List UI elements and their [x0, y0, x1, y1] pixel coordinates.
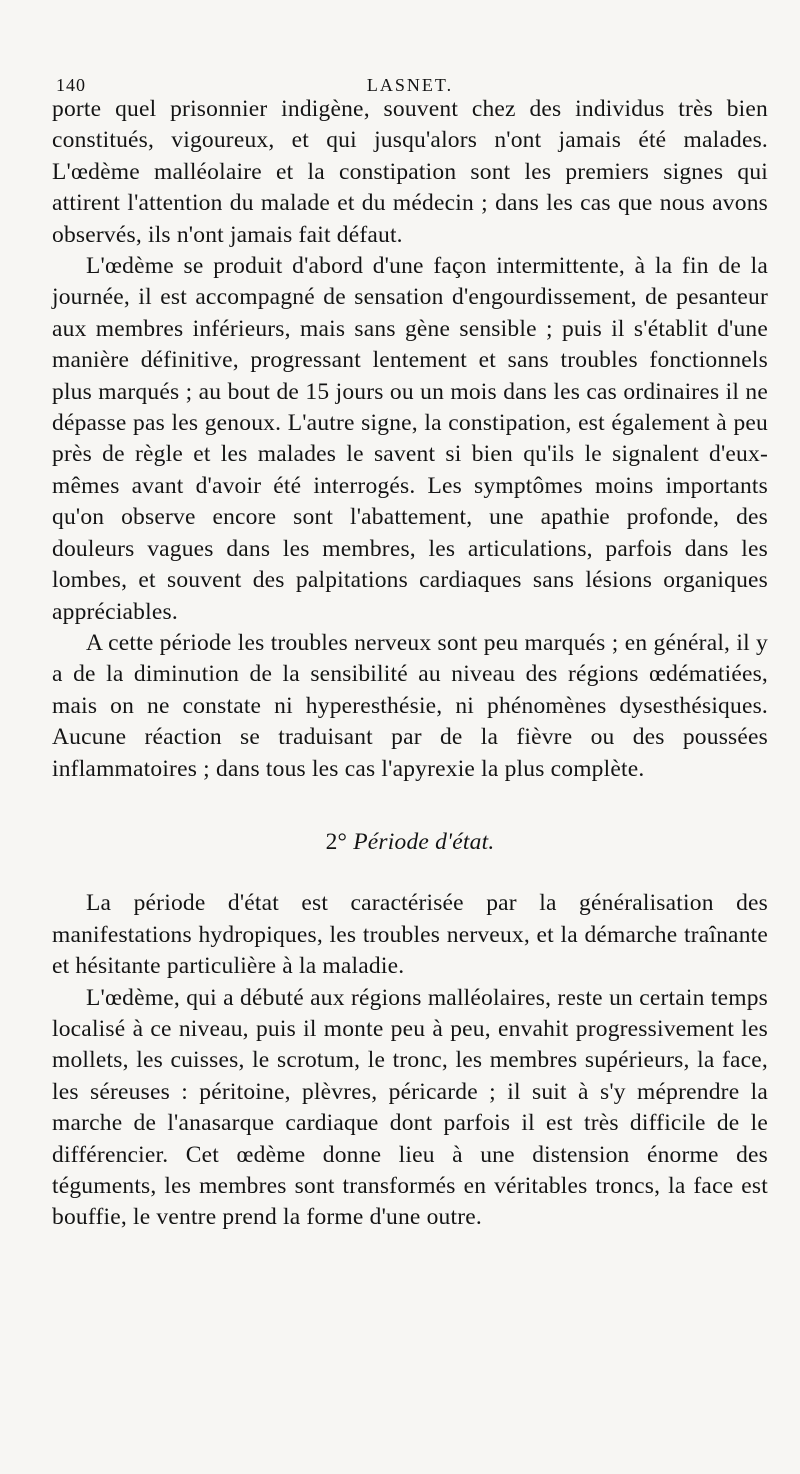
- paragraph-1: porte quel prisonnier indigène, souvent chez des individus très bien constitués, vigoureux, et qui jusqu'alors n'ont jamais été malades. L'œdème malléolaire et la constipation sont les premiers signes qui attirent l'attention du malade et du médecin ; dans les cas que nous avons observés, ils n'ont jamais fait défaut.: [52, 96, 768, 248]
- paragraph-3: A cette période les troubles nerveux sont peu marqués ; en général, il y a de la diminution de la sensibilité au niveau des régions œdématiées, mais on ne constate ni hyperesthésie, ni phénomènes dysesthésiques. Aucune réaction se traduisant par de la fièvre ou des poussées inflammatoires ; dans tous les cas l'apyrexie la plus complète.: [52, 629, 768, 782]
- paragraph-4: La période d'état est caractérisée par la généralisation des manifestations hydropiques, les troubles nerveux, et la démarche traînante et hésitante particulière à la maladie.: [52, 890, 768, 980]
- section-title: Période d'état.: [353, 828, 495, 855]
- text-block-before: [52, 94, 768, 785]
- page-number: 140: [56, 75, 86, 95]
- running-title: LASNET.: [366, 75, 454, 95]
- book-page: [52, 58, 768, 1234]
- section-number: 2°: [325, 828, 348, 855]
- paragraph-2: L'œdème se produit d'abord d'une façon intermittente, à la fin de la journée, il est accompagné de sensation d'engourdissement, de pesanteur aux membres inférieurs, mais sans gène sensible ; puis il s'établit d'une manière définitive, progressant lentement et sans troubles fonctionnels plus marqués ; au bout de 15 jours ou un mois dans les cas ordinaires il ne dépasse pas les genoux. L'autre signe, la constipation, est également à peu près de règle et les malades le savent si bien qu'ils le signalent d'eux-mêmes avant d'avoir été interrogés. Les symptômes moins importants qu'on observe encore sont l'abattement, une apathie profonde, des douleurs vagues dans les membres, les articulations, parfois dans les lombes, et souvent des palpitations cardiaques sans lésions organiques appréciables.: [52, 253, 768, 625]
- running-head: [52, 58, 768, 94]
- text-block-after: [52, 888, 768, 1233]
- section-heading: [52, 827, 768, 858]
- paragraph-5: L'œdème, qui a débuté aux régions malléolaires, reste un certain temps localisé à ce niveau, puis il monte peu à peu, envahit progressivement les mollets, les cuisses, le scrotum, le tronc, les membres supérieurs, la face, les séreuses : péritoine, plèvres, péricarde ; il suit à s'y méprendre la marche de l'anasarque cardiaque dont parfois il est très difficile de le différencier. Cet œdème donne lieu à une distension énorme des téguments, les membres sont transformés en véritables troncs, la face est bouffie, le ventre prend la forme d'une outre.: [52, 984, 768, 1231]
